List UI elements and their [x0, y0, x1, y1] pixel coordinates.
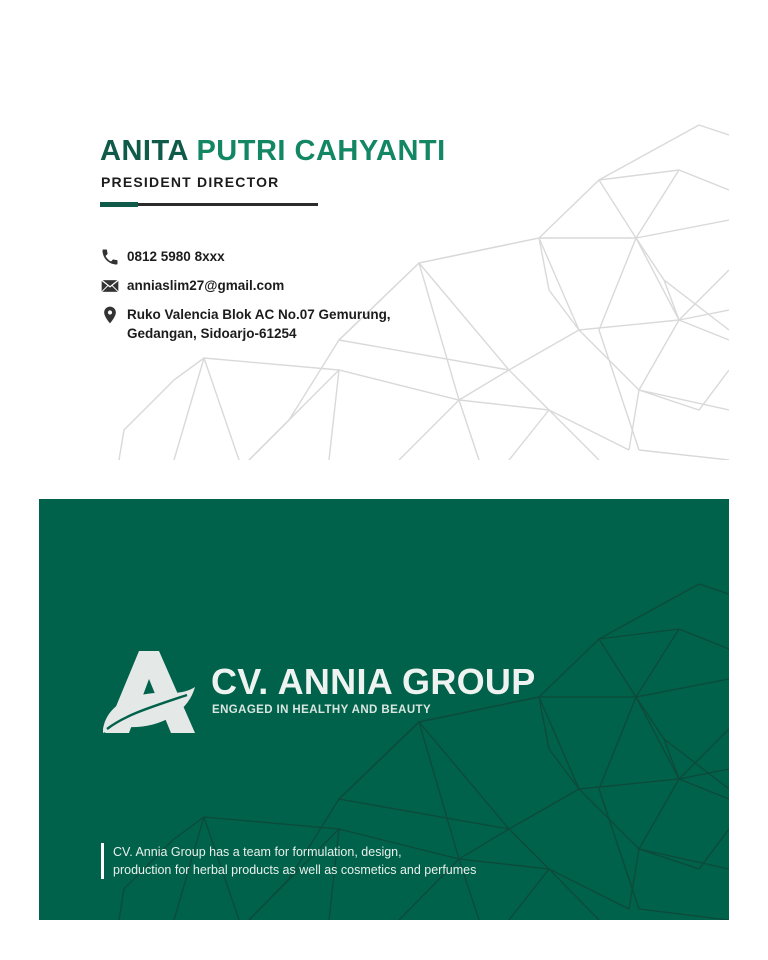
- business-card-back: [39, 499, 729, 920]
- address-line-2: Gedangan, Sidoarjo-61254: [127, 326, 297, 341]
- address-line-1: Ruko Valencia Blok AC No.07 Gemurung,: [127, 307, 391, 322]
- mail-icon: [100, 276, 120, 296]
- phone-number: 0812 5980 8xxx: [127, 249, 225, 264]
- location-pin-icon: [100, 305, 120, 325]
- job-title: PRESIDENT DIRECTOR: [101, 174, 280, 190]
- phone-icon: [100, 247, 120, 267]
- leaf-letter-a-logo: [101, 649, 197, 735]
- company-name: CV. ANNIA GROUP: [211, 661, 536, 702]
- description-line-1: CV. Annia Group has a team for formulation, design,: [113, 845, 402, 859]
- description-line-2: production for herbal products as well as cosmetics and perfumes: [113, 863, 477, 877]
- address: [127, 305, 391, 343]
- name-first: ANITA: [100, 135, 188, 167]
- person-name: [100, 135, 446, 168]
- title-underline-accent: [100, 202, 138, 207]
- contact-email: [100, 276, 284, 296]
- contact-phone: [100, 247, 225, 267]
- email-address: anniaslim27@gmail.com: [127, 278, 285, 293]
- business-card-front: [39, 40, 729, 460]
- description-accent-bar: [101, 843, 104, 879]
- name-rest: PUTRI CAHYANTI: [196, 135, 446, 167]
- contact-address: [100, 305, 391, 343]
- company-description: [113, 843, 563, 879]
- company-tagline: ENGAGED IN HEALTHY AND BEAUTY: [212, 704, 432, 716]
